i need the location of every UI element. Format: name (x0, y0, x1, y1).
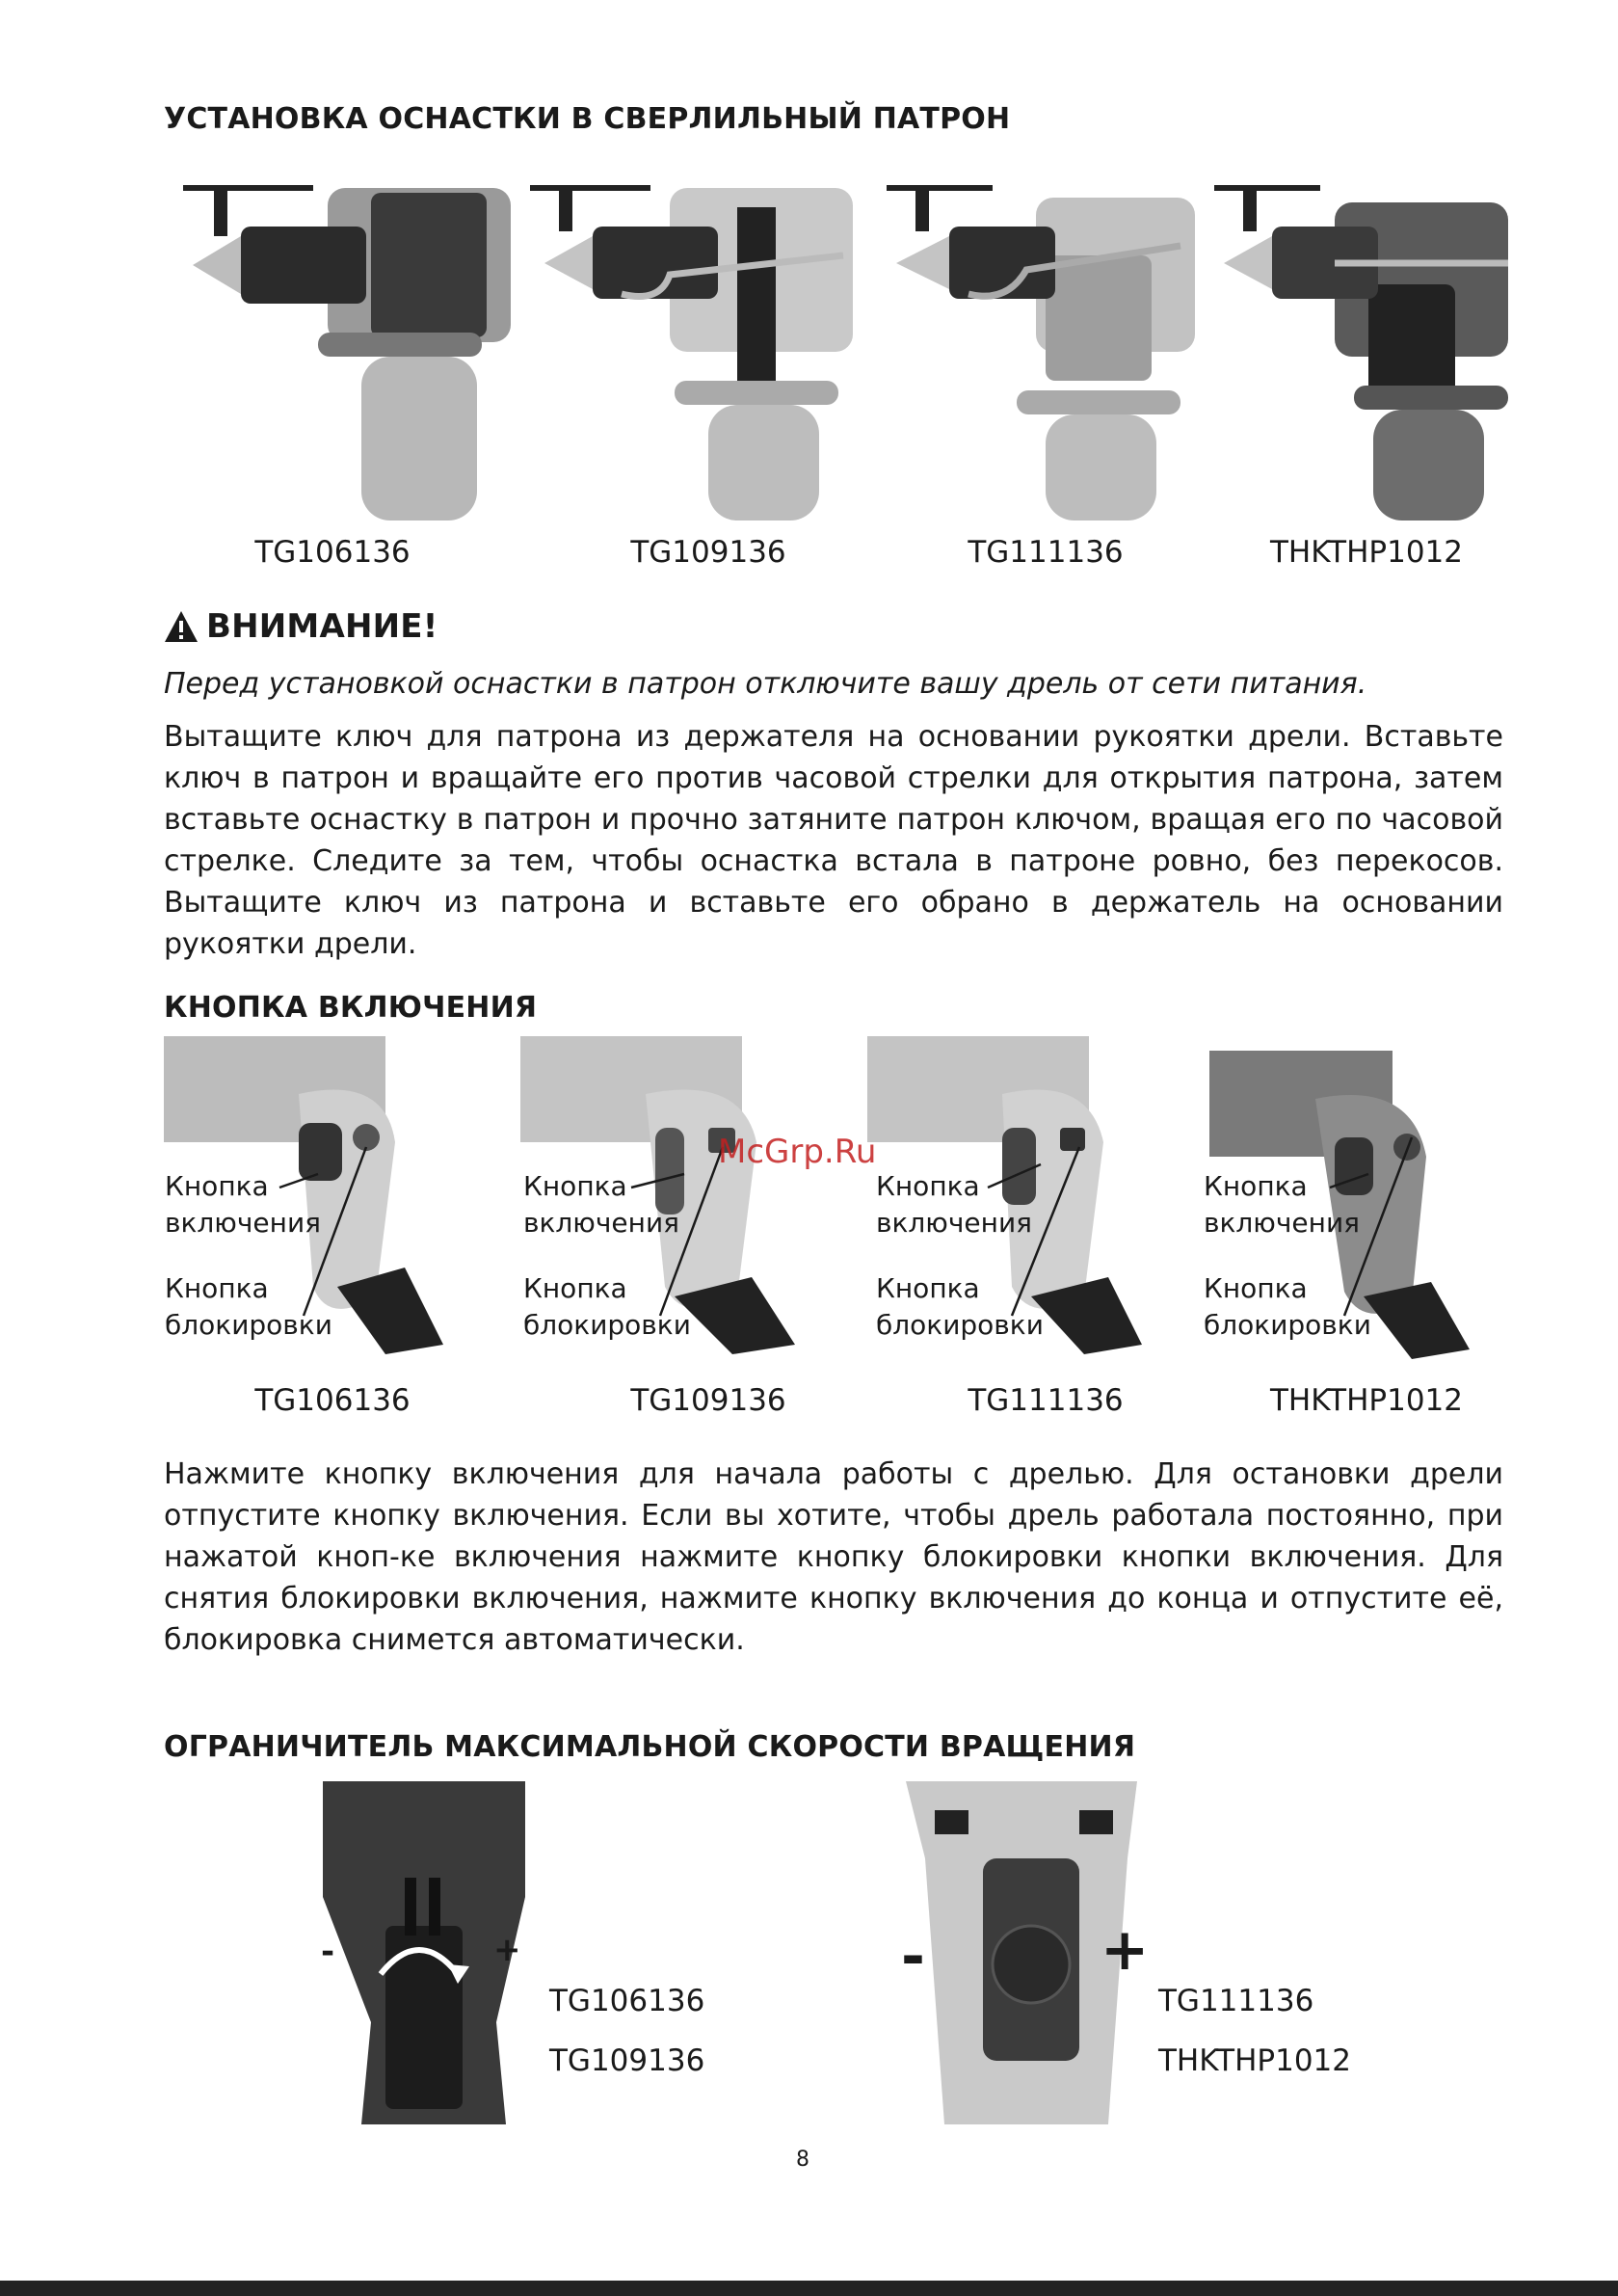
warning-title: ВНИМАНИЕ! (206, 607, 438, 646)
label-lock-button: Кнопка блокировки (165, 1272, 332, 1341)
model-label: TG109136 (549, 2043, 705, 2078)
label-power-button: Кнопка включения (1204, 1170, 1360, 1239)
power-button-paragraph: Нажмите кнопку включения для начала работы с дрелью. Для остановки дрели отпустите кнопку включения. Если вы хотите, чтобы дрель работала постоянно, при нажатой кноп-ке включения нажмите кнопку блокировки кнопки включения. Для снятия блокировки включения, нажмите кнопку включения до конца и отпустите её, блокировка снимется автоматически. (164, 1457, 1503, 1657)
speed-limiter-models-2 (1158, 1971, 1351, 2091)
drill-chuck-image-1 (173, 169, 511, 521)
page-number: 8 (796, 2148, 809, 2172)
label-lock-button: Кнопка блокировки (1204, 1272, 1371, 1341)
minus-sign: - (321, 1933, 335, 1971)
model-label: TG111136 (968, 1383, 1124, 1418)
label-power-button: Кнопка включения (523, 1170, 679, 1239)
warning-heading (164, 607, 438, 646)
model-label: TG111136 (968, 535, 1124, 570)
model-label: TG109136 (630, 535, 786, 570)
chuck-instructions-paragraph: Вытащите ключ для патрона из держателя на основании рукоятки дрели. Вставьте ключ в патрон и вращайте его против часовой стрелки для открытия патрона, затем вставьте оснастку в патрон и прочно затяните патрон ключом, вращая его по часовой стрелке. Следите за тем, чтобы оснастка встала в патроне ровно, без перекосов. Вытащите ключ из патрона и вставьте его обрано в держатель на основании рукоятки дрели. (164, 720, 1503, 961)
drill-chuck-image-3 (882, 169, 1195, 521)
warning-italic-text: Перед установкой оснастки в патрон отключите вашу дрель от сети питания. (164, 667, 1367, 701)
label-lock-button: Кнопка блокировки (523, 1272, 691, 1341)
warning-triangle-icon (164, 610, 199, 643)
model-label: TG106136 (254, 535, 411, 570)
plus-sign: + (1101, 1916, 1150, 1984)
label-lock-button: Кнопка блокировки (876, 1272, 1044, 1341)
drill-chuck-image-2 (525, 169, 853, 521)
label-power-button: Кнопка включения (165, 1170, 321, 1239)
model-label: THKTHP1012 (1269, 535, 1463, 570)
model-label: THKTHP1012 (1269, 1383, 1463, 1418)
section-title-chuck: УСТАНОВКА ОСНАСТКИ В СВЕРЛИЛЬНЫЙ ПАТРОН (164, 102, 1011, 136)
label-power-button: Кнопка включения (876, 1170, 1032, 1239)
bottom-edge-bar (0, 2281, 1618, 2296)
minus-sign: - (901, 1923, 925, 1990)
speed-limiter-models-1 (549, 1971, 704, 2091)
section-title-speed-limiter: ОГРАНИЧИТЕЛЬ МАКСИМАЛЬНОЙ СКОРОСТИ ВРАЩЕНИЯ (164, 1730, 1136, 1764)
model-label: TG106136 (549, 1984, 705, 2018)
plus-sign: + (493, 1931, 521, 1969)
model-label: TG109136 (630, 1383, 786, 1418)
section-title-power-button: КНОПКА ВКЛЮЧЕНИЯ (164, 991, 538, 1025)
model-label: TG111136 (1158, 1984, 1314, 2018)
model-label: TG106136 (254, 1383, 411, 1418)
model-label: THKTHP1012 (1158, 2043, 1352, 2078)
watermark: McGrp.Ru (718, 1133, 877, 1171)
drill-chuck-image-4 (1209, 169, 1508, 521)
